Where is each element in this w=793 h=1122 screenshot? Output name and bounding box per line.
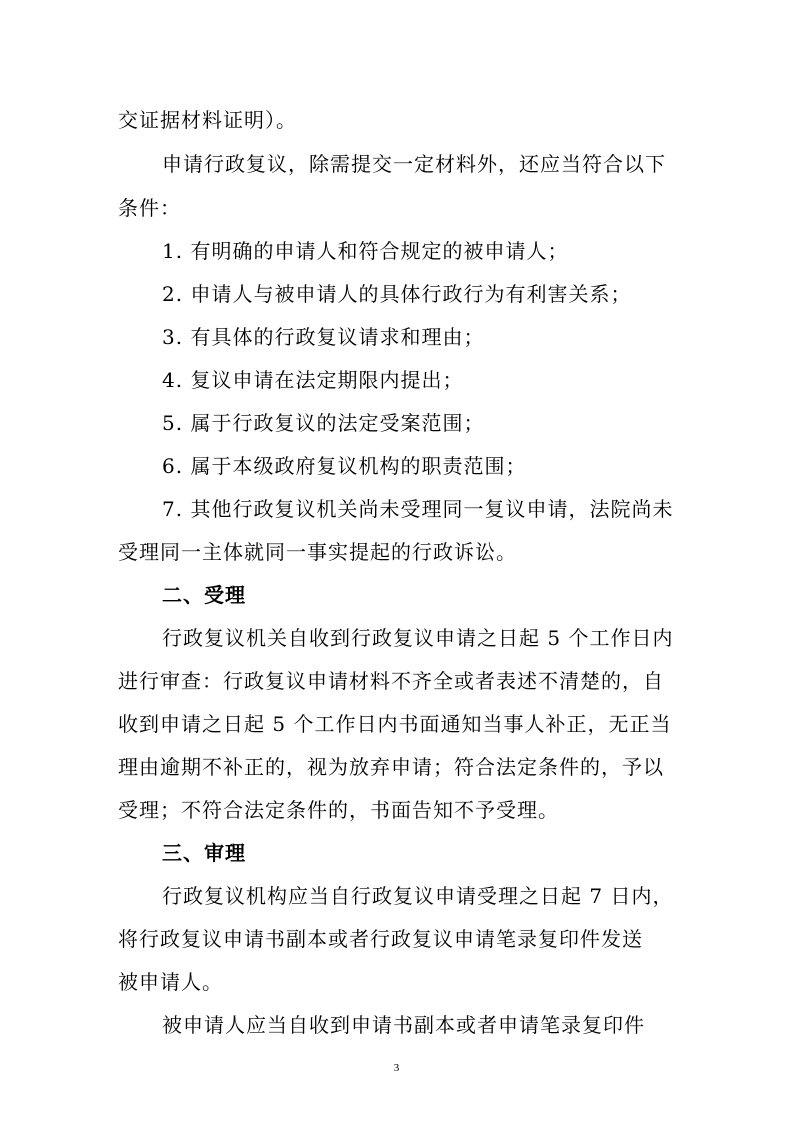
list-item: 7. 其他行政复议机关尚未受理同一复议申请，法院尚未 [162,497,674,521]
text-line: 行政复议机构应当自行政复议申请受理之日起 7 日内， [162,884,674,908]
text-line: 申请行政复议，除需提交一定材料外，还应当符合以下 [162,152,666,176]
text-line: 被申请人应当自收到申请书副本或者申请笔录复印件 [162,1013,645,1037]
section-heading: 三、审理 [162,841,246,865]
text-line: 行政复议机关自收到行政复议申请之日起 5 个工作日内 [162,626,674,650]
text-line: 将行政复议申请书副本或者行政复议申请笔录复印件发送 [118,927,643,951]
list-item: 4. 复议申请在法定期限内提出； [162,368,464,392]
list-item: 1. 有明确的申请人和符合规定的被申请人； [162,239,569,263]
text-line: 受理同一主体就同一事实提起的行政诉讼。 [118,540,517,564]
list-item: 2. 申请人与被申请人的具体行政行为有利害关系； [162,282,632,306]
text-line: 条件： [118,196,181,220]
text-line: 理由逾期不补正的，视为放弃申请；符合法定条件的，予以 [118,755,664,779]
text-line: 收到申请之日起 5 个工作日内书面通知当事人补正，无正当 [118,712,672,736]
page-number: 3 [393,1062,400,1074]
list-item: 6. 属于本级政府复议机构的职责范围； [162,454,527,478]
list-item: 3. 有具体的行政复议请求和理由； [162,325,485,349]
section-heading: 二、受理 [162,583,246,607]
text-line: 被申请人。 [118,970,223,994]
list-item: 5. 属于行政复议的法定受案范围； [162,411,485,435]
text-line: 交证据材料证明）。 [118,108,297,132]
text-line: 进行审查：行政复议申请材料不齐全或者表述不清楚的，自 [118,669,664,693]
text-line: 受理；不符合法定条件的，书面告知不予受理。 [118,798,559,822]
